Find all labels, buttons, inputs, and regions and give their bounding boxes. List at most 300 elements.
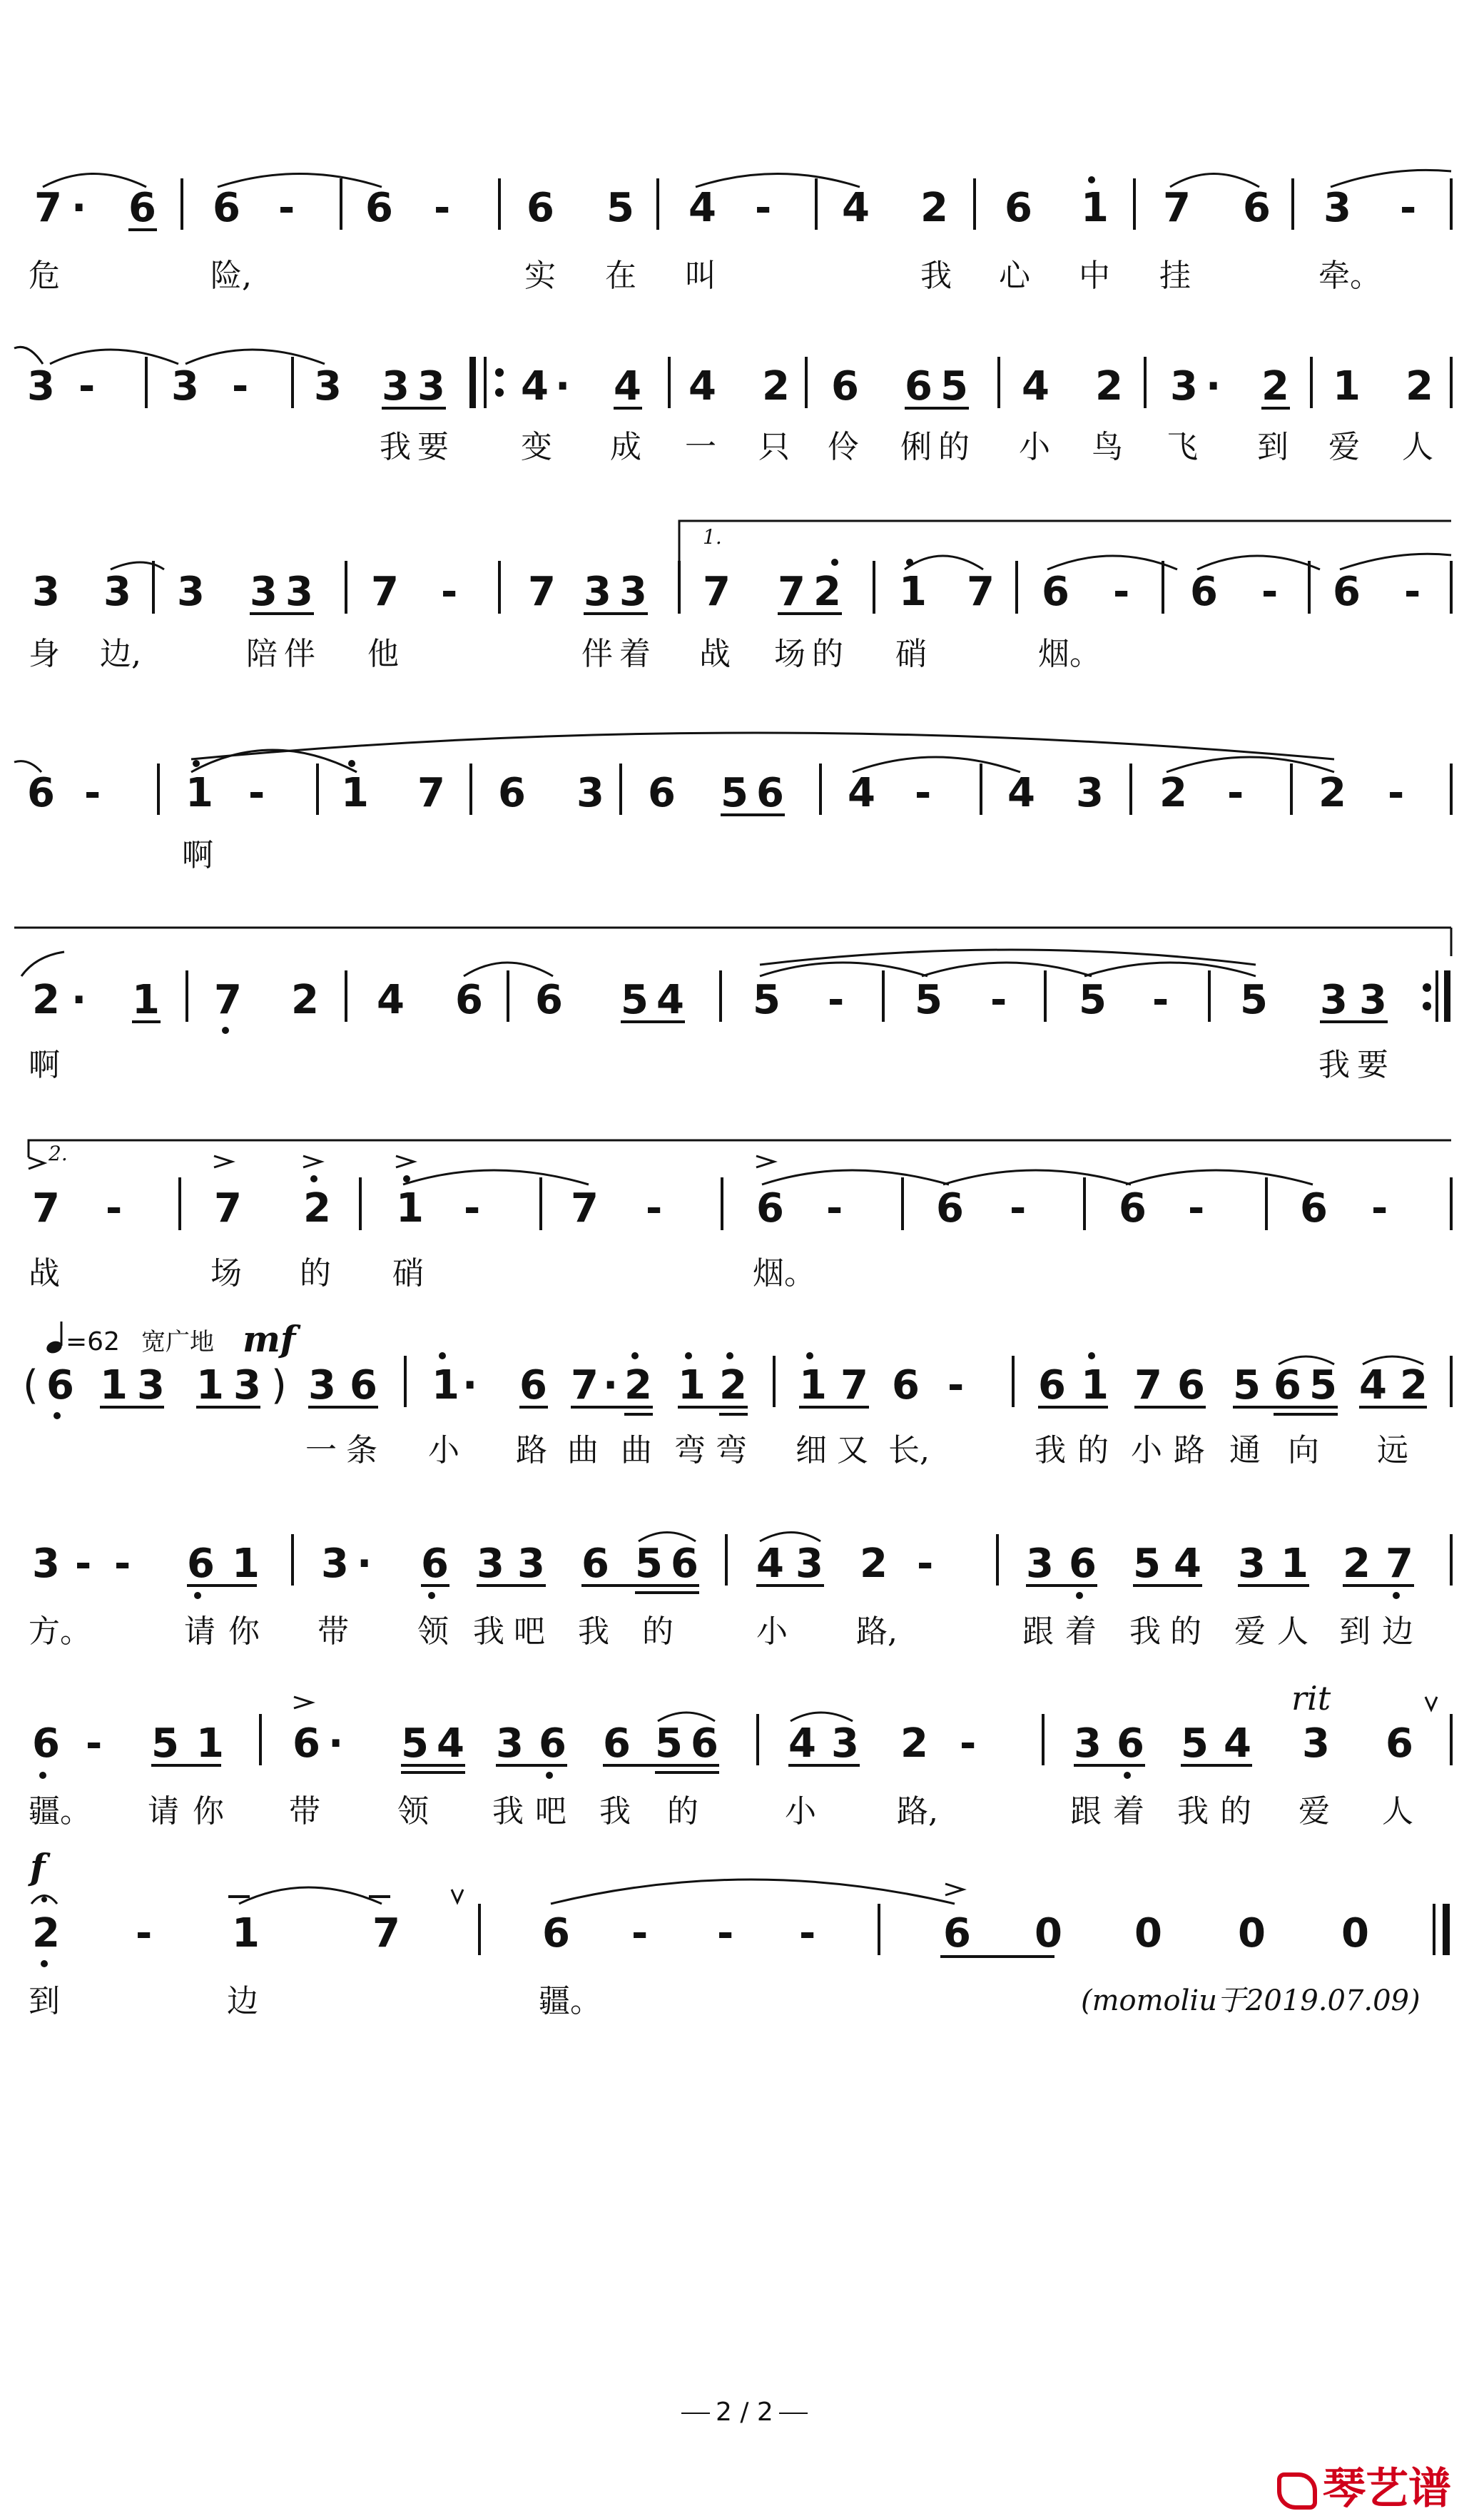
svg-text:4: 4 [377,977,405,1023]
svg-text:5: 5 [635,1541,663,1587]
svg-text:6: 6 [187,1541,215,1587]
svg-text:7: 7 [703,569,731,615]
lyric: 路, [897,1793,938,1830]
svg-text:(: ( [23,1362,39,1409]
svg-text:3: 3 [417,363,445,410]
svg-text:6: 6 [1119,1185,1147,1232]
qinyipu-logo [1277,2455,1451,2516]
svg-text:-: - [1152,977,1169,1023]
svg-text:1: 1 [396,1185,424,1232]
lyric: 的 [1220,1793,1251,1830]
svg-text:3: 3 [382,363,410,410]
lyric: 领 [397,1793,429,1830]
svg-text:7: 7 [34,185,62,231]
svg-text:-: - [1404,569,1421,615]
lyric: 小 [1019,429,1050,465]
svg-text:6: 6 [648,770,676,816]
lyric: 弯 [674,1432,706,1468]
svg-text:3: 3 [576,770,604,816]
svg-text:3: 3 [831,1720,859,1767]
svg-text:-: - [114,1541,131,1587]
lyric: 你 [193,1793,224,1830]
lyric: 跟 [1070,1793,1102,1830]
svg-text:1: 1 [186,770,213,816]
lyric: 的 [1170,1613,1201,1650]
svg-text:1: 1 [432,1362,459,1409]
svg-text:-: - [1400,185,1417,231]
svg-text:6: 6 [46,1362,74,1409]
svg-text:2: 2 [719,1362,747,1409]
svg-text:2: 2 [900,1720,928,1767]
svg-text:6: 6 [892,1362,920,1409]
svg-text:1: 1 [132,977,160,1023]
svg-text:5: 5 [655,1720,683,1767]
svg-text:4: 4 [756,1541,784,1587]
svg-text:-: - [917,1541,934,1587]
lyric: 到 [1257,429,1289,465]
system-5 [14,928,1451,1034]
lyric: 的 [300,1255,331,1292]
svg-text:4: 4 [1007,770,1035,816]
tempo-value: =62 [66,1327,120,1356]
svg-text:-: - [1371,1185,1388,1232]
lyric: 疆。 [539,1983,601,2019]
svg-text:5: 5 [606,185,634,231]
svg-text:6: 6 [756,1185,784,1232]
svg-text:7: 7 [528,569,556,615]
lyric: 通 [1229,1432,1261,1468]
system-8 [32,1533,1451,1600]
svg-text:5: 5 [940,363,968,410]
svg-text:3: 3 [1238,1541,1266,1587]
svg-text:3: 3 [137,1362,165,1409]
svg-text:5: 5 [1079,977,1107,1023]
svg-text:3: 3 [1323,185,1351,231]
svg-text:-: - [1188,1185,1205,1232]
svg-text:4: 4 [1174,1541,1201,1587]
svg-text:0: 0 [1341,1910,1369,1957]
svg-text:1: 1 [899,569,927,615]
svg-text:6: 6 [943,1910,971,1957]
svg-text:-: - [78,363,96,410]
lyric: 边 [1382,1613,1413,1650]
lyric: 的 [938,429,970,465]
svg-text:6: 6 [542,1910,570,1957]
svg-text:3: 3 [233,1362,261,1409]
lyric: 要 [1357,1047,1388,1083]
svg-text:2: 2 [762,363,790,410]
svg-text:1: 1 [232,1541,260,1587]
volta-first: 1. [703,525,722,549]
svg-text:3: 3 [477,1541,504,1587]
svg-text:3: 3 [285,569,313,615]
lyric: 领 [417,1613,449,1650]
lyric: 我 [473,1613,504,1650]
lyric: 小 [785,1793,816,1830]
lyric: 飞 [1167,429,1198,465]
lyric: 场 [210,1255,242,1292]
svg-text:5: 5 [151,1720,179,1767]
lyric: 小 [756,1613,788,1650]
rit-marking: rit [1291,1679,1331,1718]
lyric: 伴 [284,636,315,672]
svg-text:3: 3 [1076,770,1104,816]
svg-text:·: · [357,1541,372,1587]
svg-text:·: · [462,1362,478,1409]
svg-text:5: 5 [1181,1720,1209,1767]
svg-text:4: 4 [1022,363,1050,410]
svg-text:-: - [828,977,845,1023]
lyric: 的 [642,1613,674,1650]
lyric: 啊 [29,1047,60,1083]
svg-text:6: 6 [539,1720,566,1767]
svg-text:6: 6 [421,1541,449,1587]
lyric: 挂 [1159,258,1191,294]
svg-text:6: 6 [455,977,483,1023]
lyric: 我 [578,1613,609,1650]
svg-text:·: · [71,977,87,1023]
lyric: 条 [346,1432,377,1468]
lyric: 路 [1174,1432,1205,1468]
svg-text:3: 3 [177,569,205,615]
lyric: 烟。 [753,1255,815,1292]
svg-text:-: - [947,1362,965,1409]
lyric: 的 [812,636,843,672]
svg-text:7: 7 [1163,185,1191,231]
lyric: 请 [184,1613,215,1650]
svg-text:6: 6 [905,363,932,410]
lyric: 一 [305,1432,337,1468]
svg-text:6: 6 [128,185,156,231]
svg-text:6: 6 [27,770,55,816]
svg-text:·: · [603,1362,619,1409]
lyric: 方。 [29,1613,91,1650]
svg-text:7: 7 [417,770,445,816]
svg-text:7: 7 [1386,1541,1413,1587]
lyric: 硝 [895,636,927,672]
lyric: 场 [774,636,805,672]
svg-text:1: 1 [1333,363,1361,410]
lyric: 战 [699,636,731,672]
lyric: 我 [492,1793,524,1830]
svg-text:3: 3 [321,1541,349,1587]
svg-text:3: 3 [250,569,278,615]
svg-text:7: 7 [371,569,399,615]
svg-text:1: 1 [196,1362,224,1409]
lyric: 人 [1382,1793,1413,1830]
lyric: 吧 [514,1613,545,1650]
svg-text:7: 7 [571,1185,599,1232]
svg-text:6: 6 [293,1720,320,1767]
svg-text:-: - [434,185,451,231]
lyric: 小 [1131,1432,1162,1468]
svg-text:4: 4 [848,770,875,816]
lyric: 硝 [392,1255,424,1292]
lyric: 我 [1177,1793,1209,1830]
lyric: 一 [685,429,716,465]
svg-text:2: 2 [1343,1541,1371,1587]
svg-text:6: 6 [603,1720,631,1767]
svg-text:4: 4 [1359,1362,1387,1409]
lyric: 着 [1065,1613,1097,1650]
svg-text:3: 3 [619,569,647,615]
lyric: 险, [210,258,252,294]
svg-text:-: - [464,1185,481,1232]
svg-text:-: - [990,977,1007,1023]
svg-text:·: · [328,1720,344,1767]
svg-text:3: 3 [584,569,611,615]
lyric: 在 [605,258,636,294]
svg-text:7: 7 [778,569,805,615]
lyric: 爱 [1328,429,1360,465]
svg-text:1: 1 [678,1362,706,1409]
dynamic-f: f [30,1846,46,1888]
lyric: 到 [1339,1613,1371,1650]
svg-text:3: 3 [27,363,55,410]
svg-text:3: 3 [1302,1720,1330,1767]
lyric: 我 [1318,1047,1350,1083]
lyric: 着 [1113,1793,1144,1830]
svg-text:6: 6 [831,363,859,410]
lyric: 请 [148,1793,179,1830]
svg-text:3: 3 [1074,1720,1102,1767]
svg-text:6: 6 [350,1362,377,1409]
lyric: 边, [100,636,141,672]
lyric: 我 [1035,1432,1066,1468]
svg-text:3: 3 [796,1541,823,1587]
svg-text:3: 3 [103,569,131,615]
svg-text:7: 7 [372,1910,400,1957]
lyric: 疆。 [29,1793,91,1830]
lyric: 人 [1277,1613,1308,1650]
svg-text:-: - [646,1185,663,1232]
volta-second: 2. [49,1142,68,1165]
system-10 [28,1846,1450,1967]
svg-text:-: - [631,1910,649,1957]
lyric: 身 [29,636,60,672]
svg-text:2: 2 [291,977,319,1023]
svg-text:6: 6 [519,1362,547,1409]
lyric: 又 [837,1432,868,1468]
lyric: 烟。 [1038,636,1101,672]
svg-text:3: 3 [171,363,199,410]
svg-text:7: 7 [571,1362,599,1409]
svg-text:3: 3 [1026,1541,1054,1587]
svg-text:2: 2 [1095,363,1123,410]
svg-text:2: 2 [860,1541,888,1587]
page-number: 2 / 2 [681,2398,808,2427]
svg-text:2: 2 [1318,770,1346,816]
lyric: 中 [1079,258,1110,294]
lyric: 向 [1288,1432,1319,1468]
svg-text:-: - [84,770,101,816]
svg-text:6: 6 [1190,569,1218,615]
system-7 [23,1318,1451,1419]
lyric: 细 [796,1432,827,1468]
svg-text:2: 2 [303,1185,331,1232]
lyric: 我 [1129,1613,1161,1650]
lyric: 变 [521,429,552,465]
svg-text:-: - [232,363,249,410]
svg-text:6: 6 [213,185,240,231]
svg-text:3: 3 [32,1541,60,1587]
lyric: 只 [758,429,790,465]
lyric: 我 [380,429,411,465]
system-6 [29,1140,1451,1232]
svg-text:6: 6 [1005,185,1032,231]
svg-text:3: 3 [308,1362,336,1409]
svg-text:6: 6 [365,185,393,231]
lyric: 带 [317,1613,349,1650]
lyric: 着 [619,636,651,672]
svg-text:4: 4 [437,1720,464,1767]
svg-text:2: 2 [1406,363,1433,410]
svg-text:1: 1 [100,1362,128,1409]
system-1 [34,170,1451,231]
svg-text:4: 4 [1224,1720,1251,1767]
svg-text:-: - [826,1185,843,1232]
lyric: 带 [289,1793,320,1830]
lyric: 曲 [567,1432,599,1468]
svg-text:7: 7 [214,1185,242,1232]
svg-text:-: - [75,1541,92,1587]
svg-text:4: 4 [788,1720,816,1767]
svg-text:5: 5 [1133,1541,1161,1587]
svg-text:4: 4 [656,977,684,1023]
qinyipu-logo-icon [1277,2472,1317,2510]
svg-text:6: 6 [1038,1362,1066,1409]
svg-text:4: 4 [688,185,716,231]
svg-text:5: 5 [621,977,649,1023]
svg-text:·: · [71,185,87,231]
lyric: 战 [29,1255,60,1292]
svg-text:1: 1 [1081,1362,1109,1409]
lyric: 危 [29,258,60,294]
svg-text:6: 6 [1333,569,1361,615]
lyric: 到 [29,1983,60,2019]
svg-text:5: 5 [401,1720,429,1767]
system-3 [32,521,1451,615]
svg-text:-: - [717,1910,734,1957]
lyric: 叫 [685,258,716,294]
svg-text:-: - [1227,770,1244,816]
svg-text:6: 6 [1117,1720,1144,1767]
svg-text:6: 6 [1386,1720,1413,1767]
lyric: 你 [228,1613,260,1650]
svg-text:-: - [960,1720,977,1767]
lyric: 要 [417,429,449,465]
svg-text:6: 6 [1300,1185,1328,1232]
fermata-icon [31,1896,57,1904]
svg-text:7: 7 [214,977,242,1023]
svg-text:2: 2 [1261,363,1289,410]
svg-text:2: 2 [813,569,841,615]
svg-text:-: - [248,770,265,816]
svg-text:6: 6 [1243,185,1271,231]
svg-text:2: 2 [32,1910,60,1957]
svg-text:6: 6 [498,770,526,816]
svg-text:-: - [755,185,772,231]
svg-text:5: 5 [1240,977,1268,1023]
svg-text:3: 3 [314,363,342,410]
logo-text: 琴艺谱 [1323,2464,1451,2514]
svg-text:4: 4 [521,363,549,410]
svg-text:5: 5 [721,770,748,816]
system-2 [14,347,1451,410]
tempo-expression: 宽广地 [141,1328,214,1356]
svg-text:-: - [106,1185,123,1232]
svg-text:4: 4 [842,185,870,231]
svg-text:5: 5 [753,977,781,1023]
svg-text:-: - [136,1910,153,1957]
svg-text:1: 1 [341,770,369,816]
svg-text:2: 2 [1400,1362,1428,1409]
svg-text:-: - [1261,569,1279,615]
lyric: 啊 [182,837,213,873]
svg-text:3: 3 [1359,977,1387,1023]
svg-text:5: 5 [1233,1362,1261,1409]
svg-text:·: · [1206,363,1221,410]
svg-text:3: 3 [32,569,60,615]
lyric: 长, [888,1432,930,1468]
lyric: 路 [516,1432,547,1468]
lyric: 俐 [900,429,932,465]
svg-text:): ) [271,1362,287,1409]
svg-text:6: 6 [936,1185,964,1232]
lyric: 的 [1077,1432,1109,1468]
svg-text:·: · [555,363,571,410]
lyric: 路, [856,1613,898,1650]
svg-text:-: - [1388,770,1405,816]
svg-text:3: 3 [1320,977,1348,1023]
svg-text:3: 3 [1170,363,1198,410]
svg-text:6: 6 [671,1541,698,1587]
svg-text:7: 7 [840,1362,868,1409]
svg-text:6: 6 [691,1720,718,1767]
lyric: 成 [610,429,641,465]
svg-text:6: 6 [535,977,563,1023]
svg-text:3: 3 [496,1720,524,1767]
system-9 [32,1679,1451,1779]
lyric: 弯 [716,1432,747,1468]
svg-text:1: 1 [1281,1541,1308,1587]
svg-text:0: 0 [1238,1910,1266,1957]
lyric: 吧 [535,1793,566,1830]
lyric: 心 [999,258,1030,294]
svg-text:2: 2 [624,1362,652,1409]
svg-text:5: 5 [915,977,942,1023]
lyric: 陪 [246,636,278,672]
svg-text:2: 2 [32,977,60,1023]
svg-text:2: 2 [1159,770,1187,816]
svg-text:-: - [1113,569,1130,615]
svg-text:0: 0 [1134,1910,1162,1957]
svg-text:6: 6 [1069,1541,1097,1587]
svg-text:7: 7 [967,569,995,615]
svg-text:-: - [915,770,932,816]
svg-text:-: - [86,1720,103,1767]
svg-text:0: 0 [1035,1910,1062,1957]
svg-text:5: 5 [1309,1362,1337,1409]
lyric: 鸟 [1092,429,1123,465]
lyric: 伴 [581,636,613,672]
svg-text:7: 7 [32,1185,60,1232]
lyric: 实 [524,258,556,294]
svg-text:-: - [441,569,458,615]
svg-text:2: 2 [920,185,948,231]
svg-text:6: 6 [32,1720,60,1767]
lyric: 伶 [828,429,859,465]
